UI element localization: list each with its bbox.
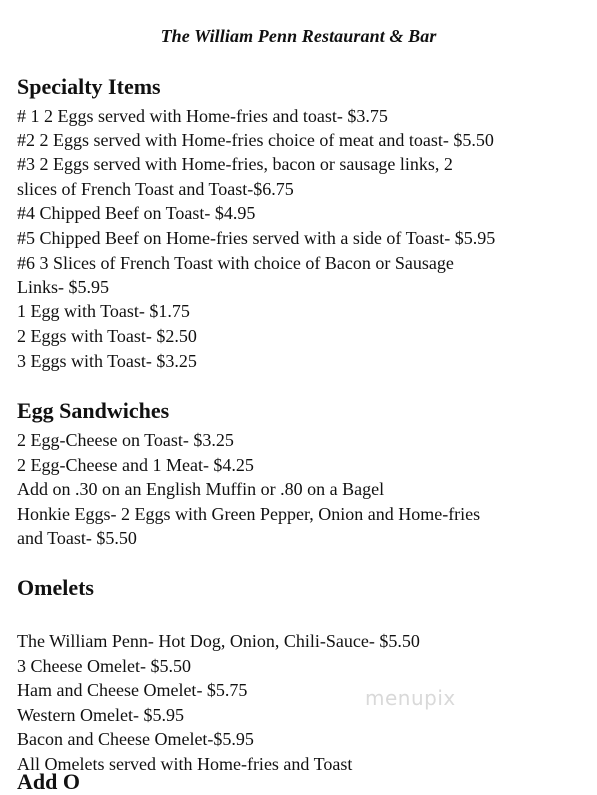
menu-line: 3 Cheese Omelet- $5.50 bbox=[17, 656, 191, 676]
restaurant-title: The William Penn Restaurant & Bar bbox=[160, 26, 437, 46]
menu-line: #6 3 Slices of French Toast with choice of Bacon or Sausage bbox=[17, 253, 454, 273]
menu-line: 1 Egg with Toast- $1.75 bbox=[17, 301, 190, 321]
menu-line: #5 Chipped Beef on Home-fries served with a side of Toast- $5.95 bbox=[17, 228, 496, 248]
menu-line: and Toast- $5.50 bbox=[17, 528, 137, 548]
section-heading-egg-sandwiches: Egg Sandwiches bbox=[17, 398, 170, 423]
menu-line: Ham and Cheese Omelet- $5.75 bbox=[17, 680, 248, 700]
menu-line: 2 Eggs with Toast- $2.50 bbox=[17, 326, 197, 346]
menu-line: 2 Egg-Cheese and 1 Meat- $4.25 bbox=[17, 455, 254, 475]
menu-line: Honkie Eggs- 2 Eggs with Green Pepper, Onion and Home-fries bbox=[17, 504, 481, 524]
menu-line: slices of French Toast and Toast-$6.75 bbox=[17, 179, 294, 199]
menu-line: The William Penn- Hot Dog, Onion, Chili-Sauce- $5.50 bbox=[17, 631, 420, 651]
menu-line: Add on .30 on an English Muffin or .80 on a Bagel bbox=[17, 479, 385, 499]
menu-line: #4 Chipped Beef on Toast- $4.95 bbox=[17, 203, 256, 223]
section-heading-partial: Add O bbox=[17, 769, 80, 794]
menu-line: #3 2 Eggs served with Home-fries, bacon or sausage links, 2 bbox=[17, 154, 453, 174]
menupix-watermark: menupix bbox=[365, 686, 456, 710]
section-heading-omelets: Omelets bbox=[17, 575, 94, 600]
menu-line: Links- $5.95 bbox=[17, 277, 109, 297]
menu-line: Western Omelet- $5.95 bbox=[17, 705, 185, 725]
menu-line: 3 Eggs with Toast- $3.25 bbox=[17, 351, 197, 371]
section-heading-specialty: Specialty Items bbox=[17, 74, 161, 99]
menu-line: Bacon and Cheese Omelet-$5.95 bbox=[17, 729, 254, 749]
menu-line: #2 2 Eggs served with Home-fries choice of meat and toast- $5.50 bbox=[17, 130, 494, 150]
menu-line: 2 Egg-Cheese on Toast- $3.25 bbox=[17, 430, 234, 450]
menu-line: All Omelets served with Home-fries and Toast bbox=[17, 754, 353, 774]
menu-line: # 1 2 Eggs served with Home-fries and toast- $3.75 bbox=[17, 106, 388, 126]
